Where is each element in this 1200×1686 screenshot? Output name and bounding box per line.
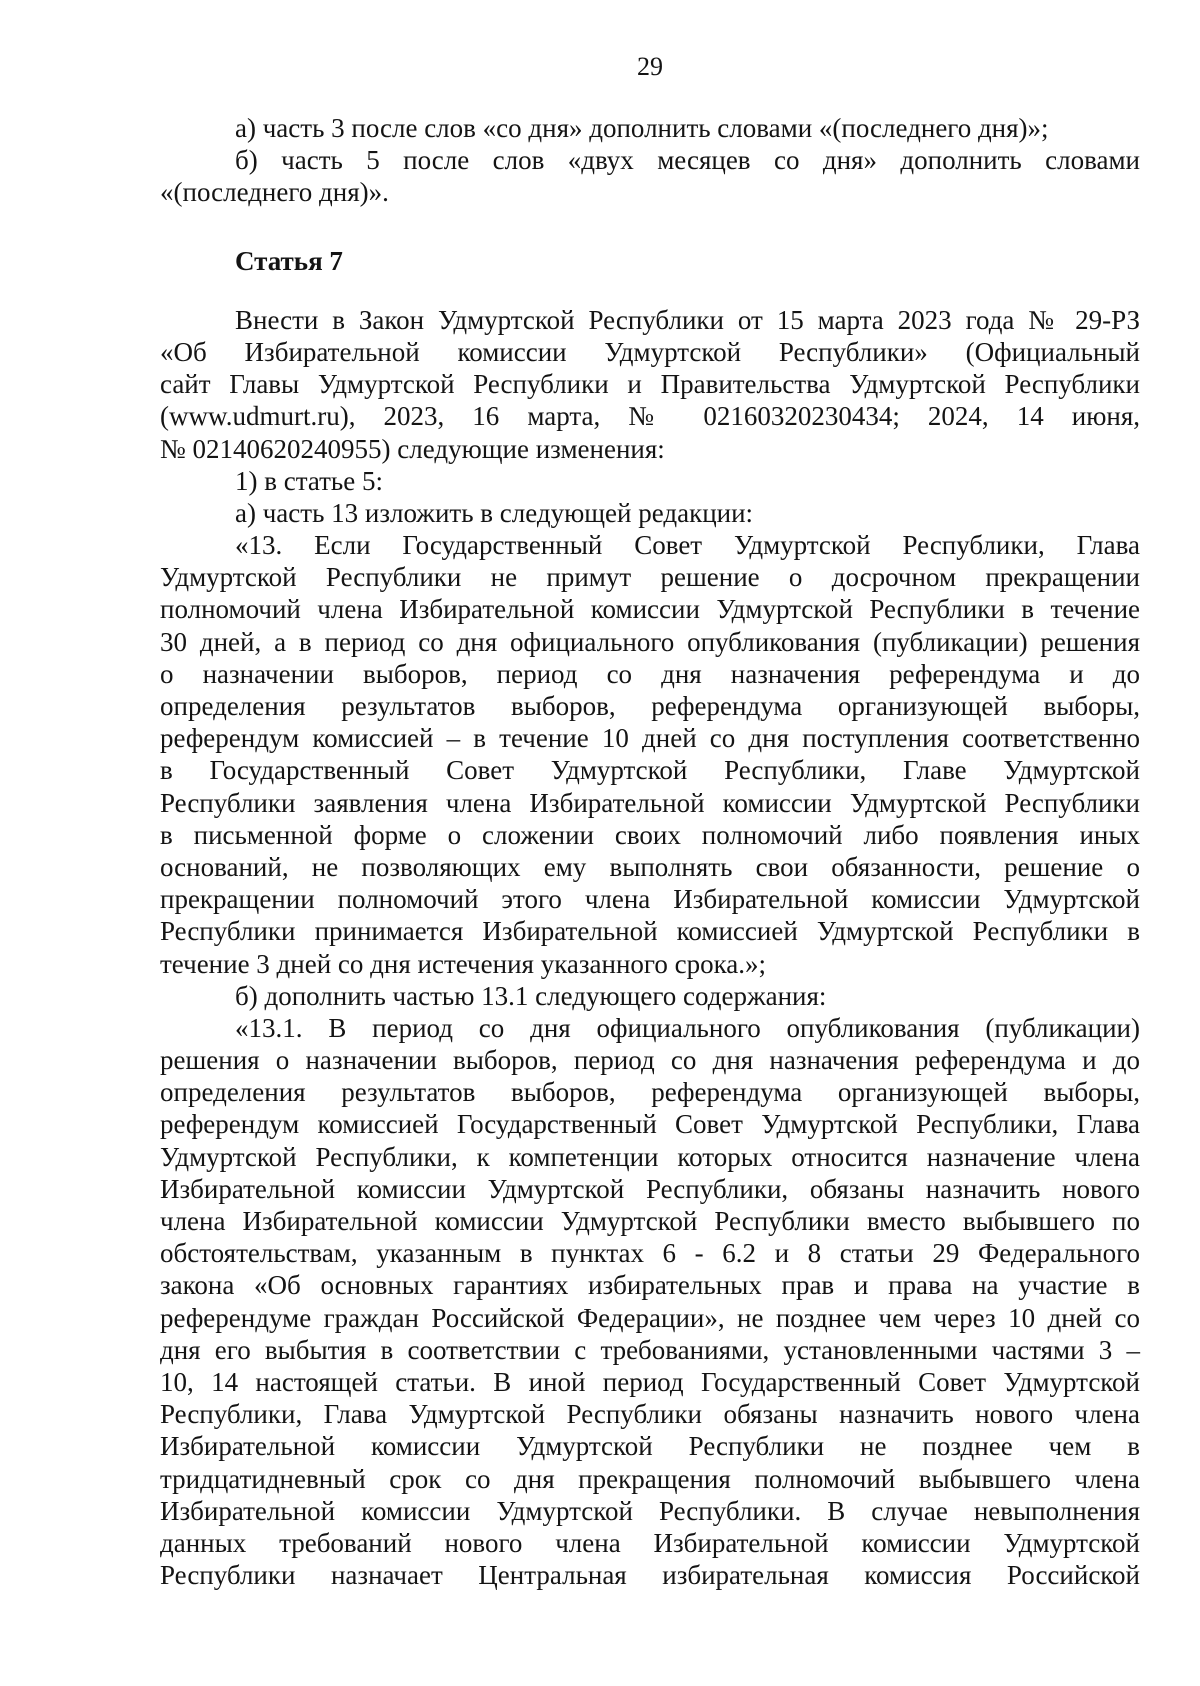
text-line: Республики заявления члена Избирательной комиссии Удмуртской Республики [160,787,1140,818]
text-line: 30 дней, а в период со дня официального опубликования (публикации) решения [160,626,1140,657]
text-line: Республики принимается Избирательной комиссией Удмуртской Республики в [160,916,1140,947]
text-line: Удмуртской Республики не примут решение о досрочном прекращении [160,562,1140,593]
text-line: «Об Избирательной комиссии Удмуртской Республики» (Официальный [160,336,1140,367]
page-number: 29 [637,52,663,81]
text-line: «13.1. В период со дня официального опубликования (публикации) [235,1012,1140,1043]
text-line: определения результатов выборов, референдума организующей выборы, [160,691,1140,721]
amendment-lines-top [160,112,1140,209]
text-line: 1) в статье 5: [235,465,383,496]
text-line: Внести в Закон Удмуртской Республики от 15 марта 2023 года № 29-РЗ [235,304,1140,335]
text-line: 10, 14 настоящей статьи. В иной период Государственный Совет Удмуртской [160,1366,1140,1397]
text-line: сайт Главы Удмуртской Республики и Правительства Удмуртской Республики [160,369,1140,400]
text-line: определения результатов выборов, референдума организующей выборы, [160,1077,1140,1108]
document-page [160,0,1140,1686]
text-line: (www.udmurt.ru), 2023, 16 марта, № 02160320230434; 2024, 14 июня, [160,401,1140,432]
text-line: Республики, Глава Удмуртской Республики обязаны назначить нового члена [160,1399,1140,1430]
text-line: прекращении полномочий этого члена Избирательной комиссии Удмуртской [160,884,1140,915]
text-line: закона «Об основных гарантиях избирательных прав и права на участие в [160,1270,1140,1301]
text-line: б) часть 5 после слов «двух месяцев со дня» дополнить словами [235,145,1140,176]
text-line: референдуме граждан Российской Федерации», не позднее чем через 10 дней со [160,1302,1140,1333]
article-heading: Статья 7 [235,245,343,276]
document-body [160,112,1140,1591]
text-line: данных требований нового члена Избирательной комиссии Удмуртской [160,1527,1140,1558]
text-line: референдум комиссией – в течение 10 дней со дня поступления соответственно [160,723,1140,754]
text-line: Избирательной комиссии Удмуртской Республики не позднее чем в [160,1431,1140,1462]
text-line: дня его выбытия в соответствии с требованиями, установленными частями 3 – [160,1334,1140,1365]
text-line: Избирательной комиссии Удмуртской Республики, обязаны назначить нового [160,1173,1140,1204]
text-line: Республики назначает Центральная избирательная комиссия Российской [160,1560,1140,1591]
text-line: а) часть 13 изложить в следующей редакции: [235,497,754,528]
article-text [160,304,1140,1592]
text-line: № 02140620240955) следующие изменения: [160,433,665,464]
spacer [160,277,1140,304]
text-line: о назначении выборов, период со дня назначения референдума и до [160,658,1140,689]
text-line: обстоятельствам, указанным в пунктах 6 - 6.2 и 8 статьи 29 Федерального [160,1238,1140,1269]
text-line: тридцатидневный срок со дня прекращения полномочий выбывшего члена [160,1463,1140,1494]
text-line: «(последнего дня)». [160,177,389,208]
text-line: Удмуртской Республики, к компетенции которых относится назначение члена [160,1141,1140,1172]
text-line: в письменной форме о сложении своих полномочий либо появления иных [160,819,1140,850]
text-line: «13. Если Государственный Совет Удмуртской Республики, Глава [235,530,1140,561]
text-line: течение 3 дней со дня истечения указанного срока.»; [160,948,767,979]
text-line: члена Избирательной комиссии Удмуртской Республики вместо выбывшего по [160,1206,1140,1236]
spacer [160,209,1140,245]
text-line: решения о назначении выборов, период со дня назначения референдума и до [160,1045,1140,1076]
text-line: Избирательной комиссии Удмуртской Республики. В случае невыполнения [160,1495,1140,1526]
text-line: б) дополнить частью 13.1 следующего содержания: [235,980,827,1011]
text-line: в Государственный Совет Удмуртской Республики, Главе Удмуртской [160,755,1140,786]
text-line: а) часть 3 после слов «со дня» дополнить словами «(последнего дня)»; [235,113,1049,143]
text-line: полномочий члена Избирательной комиссии Удмуртской Республики в течение [160,594,1140,625]
text-line: референдум комиссией Государственный Совет Удмуртской Республики, Глава [160,1109,1140,1140]
text-line: оснований, не позволяющих ему выполнять свои обязанности, решение о [160,851,1140,882]
